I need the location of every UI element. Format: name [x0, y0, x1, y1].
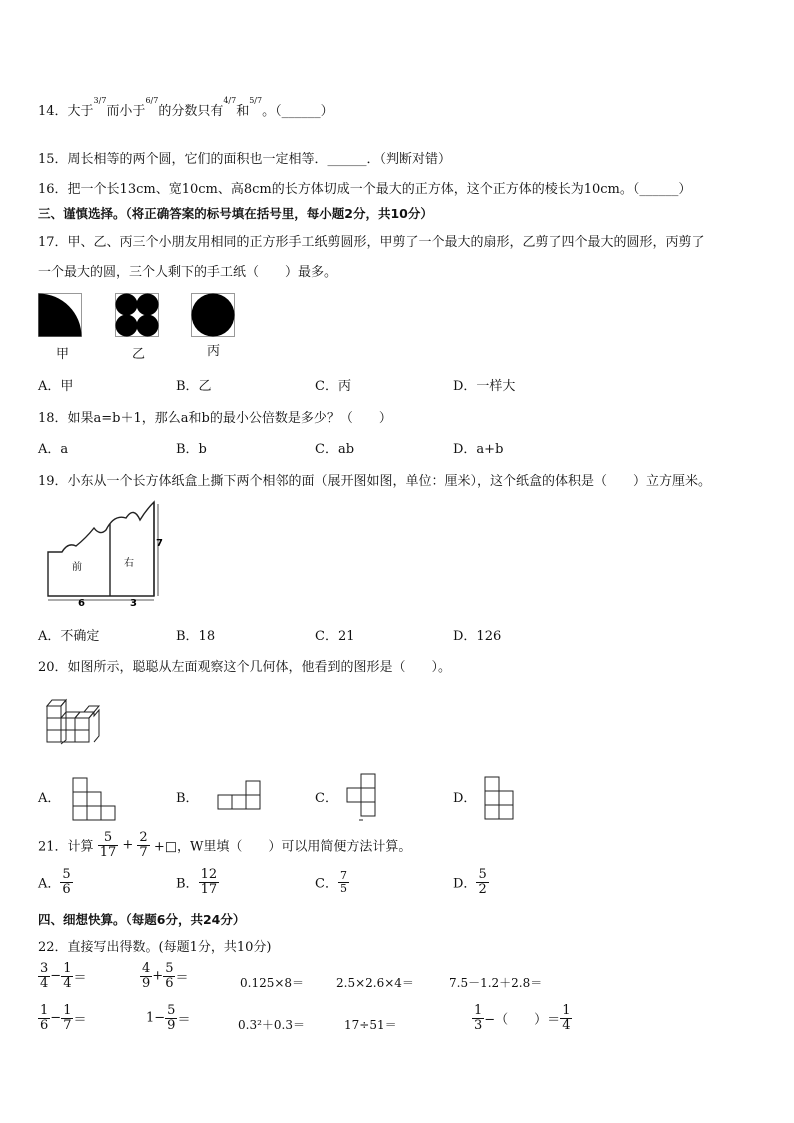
q21-option-c: C． $\frac{7}{5}$ [315, 869, 347, 895]
q17-label-jia: 甲 [56, 347, 70, 362]
q21-option-d: D． $\frac{5}{2}$ [453, 867, 487, 897]
q20-option-a-label: A． [38, 791, 61, 806]
q17-option-b: B．乙 [176, 379, 212, 394]
q22-r1-a: $\frac{3}{4}$ − $\frac{1}{4}$ ＝ [40, 961, 87, 991]
q21-option-b: B． $\frac{12}{17}$ [176, 867, 218, 897]
q17-figure-bing [191, 293, 235, 337]
q20-option-d-label: D． [453, 791, 477, 806]
q22-r1-e: 7.5－1.2＋2.8＝ [449, 976, 543, 990]
q22-r2-a: $\frac{1}{6}$ − $\frac{1}{7}$ ＝ [40, 1003, 87, 1033]
q22-r1-c: 0.125×8＝ [240, 976, 305, 990]
q17-figure-yi [115, 293, 159, 337]
q17-label-yi: 乙 [132, 347, 146, 362]
q22-r2-d: 17÷51＝ [344, 1018, 397, 1032]
q18-option-b: B．b [176, 442, 207, 457]
q20-cube-figure [44, 696, 106, 746]
q21-stem: 21．计算 $\frac{5}{17}$ + $\frac{2}{7}$ +□，W里填（ ）可以用简便方法计算。 [38, 830, 412, 860]
q18-option-a: A．a [38, 442, 69, 457]
q17-figure-jia [38, 293, 82, 337]
q22-r1-d: 2.5×2.6×4＝ [336, 976, 414, 990]
q20-option-d-figure [484, 776, 514, 820]
q22-stem: 22．直接写出得数。(每题1分，共10分) [38, 940, 272, 955]
q19-height: 7 [156, 538, 163, 549]
q14: 14．大于$^{3/7}$而小于$^{6/7}$的分数只有$^{4/7}$和$^{5/7}$。（______） [38, 96, 334, 119]
q17-label-bing: 丙 [207, 344, 221, 359]
section4-heading: 四、细想快算。（每题6分，共24分） [38, 912, 246, 927]
q17-line1: 17．甲、乙、丙三个小朋友用相同的正方形手工纸剪圆形，甲剪了一个最大的扇形，乙剪了四个最大的圆形，丙剪了 [38, 235, 705, 250]
q19-option-d: D．126 [453, 629, 502, 644]
q19-front-label: 前 [72, 562, 82, 573]
q15: 15．周长相等的两个圆，它们的面积也一定相等．______．（判断对错） [38, 152, 452, 167]
q19-net-figure [42, 500, 172, 610]
q20-option-c-label: C． [315, 791, 338, 806]
q21-fraction-2: $\frac{2}{7}$ [139, 830, 148, 860]
q19-width2: 3 [130, 598, 137, 609]
q18-option-d: D．a+b [453, 442, 504, 457]
q19-width1: 6 [78, 598, 85, 609]
q19-stem: 19．小东从一个长方体纸盒上撕下两个相邻的面（展开图如图，单位：厘米），这个纸盒的体积是（ ）立方厘米。 [38, 474, 712, 489]
q17-option-d: D．一样大 [453, 379, 516, 394]
q16: 16．把一个长13cm、宽10cm、高8cm的长方体切成一个最大的正方体，这个正方体的棱长为10cm。（______） [38, 182, 692, 197]
q18-option-c: C．ab [315, 442, 355, 457]
q22-r2-c: 0.3²＋0.3＝ [238, 1018, 305, 1032]
q19-option-c: C．21 [315, 629, 355, 644]
q17-option-c: C．丙 [315, 379, 351, 394]
q22-r1-b: $\frac{4}{9}$ + $\frac{5}{6}$ ＝ [142, 961, 189, 991]
q20-option-c-figure [346, 773, 376, 821]
q19-option-b: B．18 [176, 629, 216, 644]
q21-fraction-1: $\frac{5}{17}$ [99, 830, 117, 860]
q17-option-a: A．甲 [38, 379, 74, 394]
q21-option-a: A． $\frac{5}{6}$ [38, 867, 71, 897]
q20-option-b-label: B． [176, 791, 199, 806]
q22-r2-e: $\frac{1}{3}$ −（ ）＝ $\frac{1}{4}$ [474, 1003, 571, 1033]
q20-option-b-figure [217, 780, 261, 810]
q19-right-label: 右 [124, 558, 134, 569]
section3-heading: 三、谨慎选择。（将正确答案的标号填在括号里，每小题2分，共10分） [38, 206, 433, 221]
q22-r2-b: 1− $\frac{5}{9}$ ＝ [146, 1003, 191, 1033]
q17-line2: 一个最大的圆，三个人剩下的手工纸（ ）最多。 [38, 265, 338, 280]
q20-stem: 20．如图所示，聪聪从左面观察这个几何体，他看到的图形是（ ）。 [38, 660, 452, 675]
q18-stem: 18．如果a=b＋1，那么a和b的最小公倍数是多少？（ ） [38, 411, 392, 426]
q20-option-a-figure [72, 777, 116, 821]
q19-option-a: A．不确定 [38, 629, 100, 644]
